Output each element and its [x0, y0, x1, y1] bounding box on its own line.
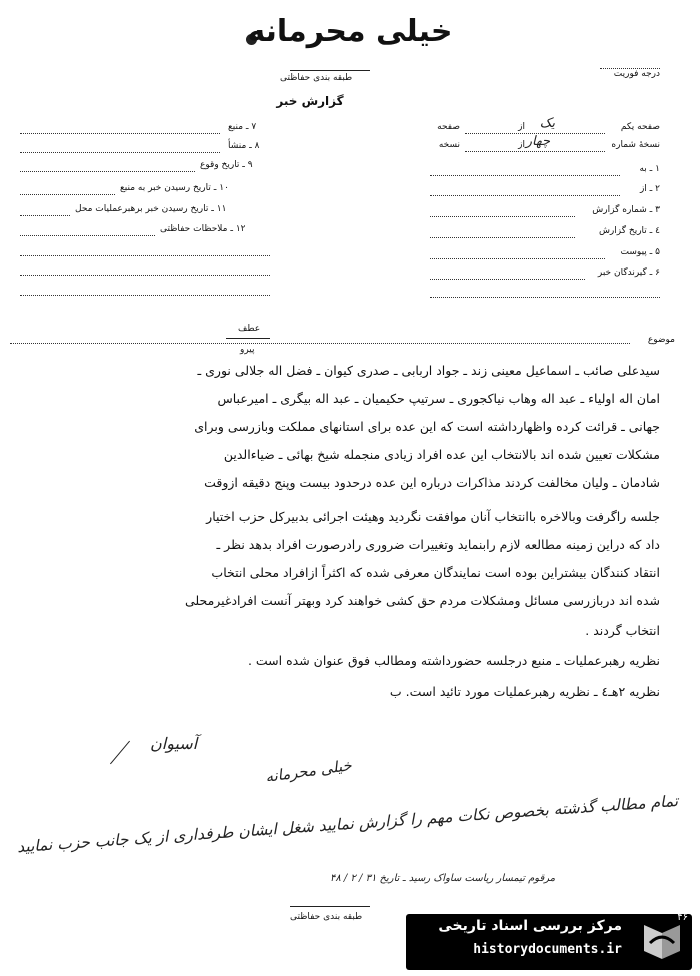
field-leader-receipt-dots: [20, 215, 70, 216]
field-report-number-dots: [430, 216, 575, 217]
subject-label: موضوع: [647, 335, 675, 345]
footer-classification: طبقه بندی حفاظتی: [290, 912, 363, 922]
field-attachment-dots: [430, 258, 605, 259]
field-copy-dots: [465, 151, 605, 152]
field-copy: نسخهٔ شماره: [611, 140, 660, 150]
body-line: مشکلات تعیین شده اند بالانتخاب این عده افراد زیادی منجمله شیخ بهائی ـ ضیاءالدین: [223, 447, 660, 462]
stamp-ref: عطف: [238, 324, 261, 334]
body-line: امان اله اولیاء ـ عبد اله وهاب نیاکجوری ـ سرتیپ حکیمیان ـ عبد اله بیگری ـ امیرعباس: [217, 391, 660, 406]
field-security-notes-dots-3: [20, 275, 270, 276]
field-copy-of: از: [518, 140, 525, 150]
field-report-number: ۳ ـ شماره گزارش: [592, 205, 660, 215]
body-line: شده اند دربازرسی مسائل ومشکلات مردم حق کشی خواهند کرد وبهتر آنست افرادغیرمحلی: [184, 593, 660, 608]
handwritten-footer: مرقوم تیمسار ریاست ساواک رسید ـ تاریخ ۳۱ / ۲ / ۴۸: [330, 873, 556, 884]
body-line: انتقاد کنندگان بیشتراین بوده است نمایندگان معرفی شده که اکثراً ازافراد محلی انتخاب: [211, 565, 660, 580]
field-copy-hand: چهار: [525, 134, 550, 149]
field-copy-word: نسخه: [438, 140, 460, 150]
field-source-receipt-date: ۱۰ ـ تاریخ رسیدن خبر به منبع: [120, 183, 229, 193]
stamp-follow: پیرو: [240, 345, 255, 355]
field-page-of: از: [518, 122, 525, 132]
field-source-dots: [20, 133, 220, 134]
field-event-date: ۹ ـ تاریخ وقوع: [200, 160, 253, 170]
field-event-date-dots: [20, 171, 195, 172]
field-security-notes-dots-2: [20, 255, 270, 256]
page-number: ۴۶: [677, 912, 688, 923]
body-line: جلسه راگرفت وبالاخره باانتخاب آنان موافقت نگردید وهیئت اجرائی بدبیرکل حزب اختیار: [206, 509, 660, 524]
handwritten-over: خیلی محرمانه: [264, 756, 353, 786]
field-report-date-dots: [430, 237, 575, 238]
body-line: انتخاب گردند .: [585, 623, 660, 638]
handwritten-note: تمام مطالب گذشته بخصوص نکات مهم را گزارش نمایید شغل ایشان طرفداری از یک جانب حزب نمایید: [16, 792, 679, 857]
field-security-notes: ۱۲ ـ ملاحظات حفاظتی: [160, 224, 246, 234]
field-from-dots: [430, 195, 620, 196]
field-origin-dots: [20, 152, 220, 153]
handwritten-signature: آسیوان: [150, 734, 198, 753]
field-source: ۷ ـ منبع: [228, 122, 257, 132]
watermark-url: historydocuments.ir: [473, 942, 622, 957]
body-line: سیدعلی صائب ـ اسماعیل معینی زند ـ جواد اربابی ـ صدری کیوان ـ فضل اله جلالی نوری ـ: [197, 363, 660, 378]
watermark-logo-icon: [638, 919, 684, 965]
priority-dotline: [600, 68, 660, 69]
field-attachment: ۵ ـ پیوست: [620, 247, 660, 257]
field-to: ۱ ـ به: [639, 164, 660, 174]
field-recipients-dots: [430, 279, 585, 280]
field-leader-receipt-date: ۱۱ ـ تاریخ رسیدن خبر برهبرعملیات محل: [75, 204, 227, 214]
footer-rule: [290, 906, 370, 907]
field-origin: ۸ ـ منشأ: [228, 141, 260, 151]
field-page-word: صفحه: [437, 122, 460, 132]
body-line: جهانی ـ قرائت کرده واظهارداشته است که این عده برای استانهای مملکت وبازرسی وبرای: [194, 419, 660, 434]
priority-label: درجه فوریت: [613, 69, 660, 79]
leader-note: نظریه رهبرعملیات ـ منبع درجلسه حضورداشته ومطالب فوق عنوان شده است .: [247, 653, 660, 668]
field-page-hand: یک: [539, 116, 555, 131]
watermark-text: مرکز بررسی اسناد تاریخی: [438, 918, 622, 934]
body-line: داد که دراین زمینه مطالعه لازم رابنماید وتغییرات ضروری رادرصورت افراد بدهد نظر ـ: [216, 537, 660, 552]
classification-rule: [290, 70, 370, 71]
report-title: گزارش خبر: [276, 94, 344, 108]
stamp-rule: [226, 338, 270, 339]
field-recipients-dots-2: [430, 297, 660, 298]
classification-label: طبقه بندی حفاظتی: [280, 73, 353, 83]
signature-stroke: [110, 741, 130, 765]
field-security-notes-dots: [20, 235, 155, 236]
field-page: صفحه یکم: [620, 122, 660, 132]
document-title: خیلی محرمانه: [247, 14, 453, 49]
second-note: نظریه ۲هـ٤ ـ نظریه رهبرعملیات مورد تائید است. ب: [389, 684, 660, 699]
body-line: شادمان ـ ولیان مخالفت کردند مذاکرات درباره این عده درحدود بیست وپنج دقیقه ازوقت: [204, 475, 660, 490]
field-security-notes-dots-4: [20, 295, 270, 296]
field-recipients: ۶ ـ گیرندگان خبر: [597, 268, 660, 278]
field-to-dots: [430, 175, 620, 176]
field-from: ۲ ـ از: [639, 184, 660, 194]
field-report-date: ٤ ـ تاریخ گزارش: [598, 226, 660, 236]
field-source-receipt-dots: [20, 194, 115, 195]
subject-dots: [10, 343, 630, 344]
